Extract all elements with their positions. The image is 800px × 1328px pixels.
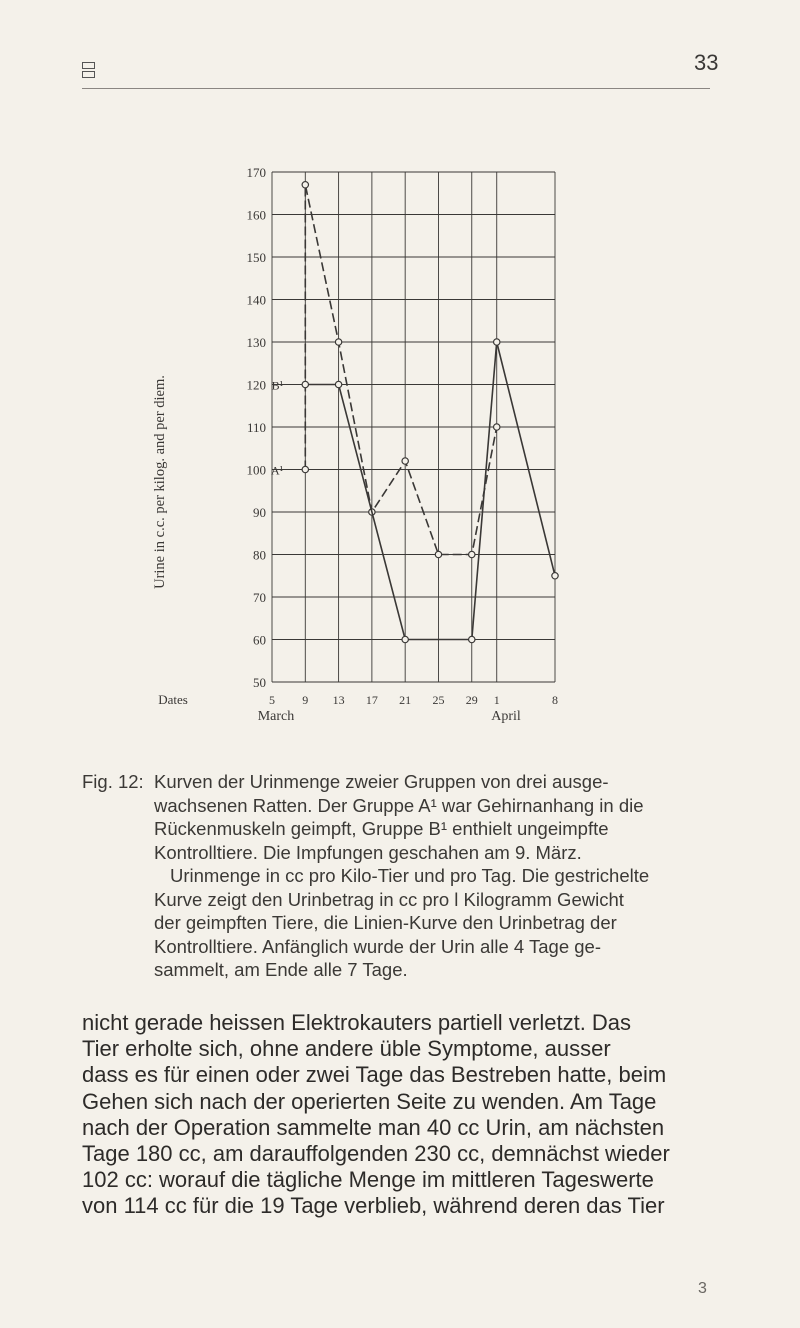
caption-line: Kontrolltiere. Anfänglich wurde der Urin alle 4 Tage ge- <box>154 935 601 957</box>
month-label-april: April <box>491 709 521 724</box>
caption-line: Rückenmuskeln geimpft, Gruppe B¹ enthielt ungeimpfte <box>154 818 609 839</box>
data-point <box>469 636 475 642</box>
figure-caption <box>82 770 722 982</box>
caption-line: wachsenen Ratten. Der Gruppe A¹ war Gehirnanhang in die <box>154 794 644 816</box>
caption-line: Kontrolltiere. Die Impfungen geschahen am 9. März. <box>154 841 582 863</box>
data-point <box>402 636 408 642</box>
y-tick-label: 90 <box>253 505 266 520</box>
body-line: Tage 180 cc, am darauffolgenden 230 cc, demnächst wieder <box>82 1141 670 1167</box>
x-tick-label: 8 <box>552 693 558 707</box>
chart-series <box>271 182 558 643</box>
caption-line: sammelt, am Ende alle 7 Tage. <box>154 959 408 980</box>
data-point <box>302 381 308 387</box>
data-point <box>469 551 475 557</box>
x-tick-label: 9 <box>302 693 309 707</box>
data-point <box>552 573 558 579</box>
body-line: dass es für einen oder zwei Tage das Bestreben hatte, beim <box>82 1062 667 1088</box>
body-line: von 114 cc für die 19 Tage verblieb, während deren das Tier <box>82 1193 665 1219</box>
signature-mark: 3 <box>698 1280 707 1297</box>
data-point <box>402 458 408 464</box>
series-line-b1 <box>305 342 555 640</box>
series-label: B¹ <box>271 378 284 393</box>
month-label-march: March <box>257 709 295 724</box>
data-point <box>335 381 341 387</box>
x-axis-label: Dates <box>158 692 188 707</box>
data-point <box>435 551 441 557</box>
y-tick-label: 60 <box>253 632 266 648</box>
x-tick-label: 17 <box>365 693 378 707</box>
caption-line: Kurve zeigt den Urinbetrag in cc pro l Kilogramm Gewicht <box>154 888 624 910</box>
y-tick-label: 80 <box>253 547 266 563</box>
series-line-a1 <box>305 185 496 555</box>
body-text <box>82 1010 722 1220</box>
y-axis-label: Urine in c.c. per kilog. and per diem. <box>152 375 168 589</box>
data-point <box>335 339 341 345</box>
x-tick-label: 25 <box>432 693 445 707</box>
caption-line: der geimpften Tiere, die Linien-Kurve den Urinbetrag der <box>154 912 617 933</box>
data-point <box>494 339 500 345</box>
body-line: Gehen sich nach der operierten Seite zu wenden. Am Tage <box>82 1088 657 1114</box>
y-tick-labels <box>247 165 267 690</box>
x-tick-label: 5 <box>269 693 275 707</box>
body-line: 102 cc: worauf die tägliche Menge im mittleren Tageswerte <box>82 1167 654 1193</box>
figure-label: Fig. 12: <box>82 771 144 792</box>
chart-grid <box>272 172 555 682</box>
body-line: Tier erholte sich, ohne andere üble Symptome, ausser <box>82 1036 611 1062</box>
y-tick-label: 50 <box>253 675 266 690</box>
data-point <box>302 182 308 188</box>
data-point <box>302 466 308 472</box>
page-number: 33 <box>694 50 719 75</box>
y-tick-label: 150 <box>246 250 266 265</box>
x-tick-labels <box>269 693 558 707</box>
caption-line: Urinmenge in cc pro Kilo-Tier und pro Tag. Die gestrichelte <box>170 865 650 886</box>
y-tick-label: 140 <box>246 292 266 308</box>
y-tick-label: 170 <box>246 165 266 180</box>
y-tick-label: 70 <box>253 590 266 605</box>
x-tick-label: 1 <box>493 693 500 707</box>
header-rule <box>82 88 710 89</box>
corner-mark-icon <box>82 62 95 78</box>
y-tick-label: 120 <box>246 377 266 393</box>
x-tick-label: 21 <box>399 693 412 707</box>
y-tick-label: 160 <box>246 207 266 223</box>
urine-chart <box>150 160 610 735</box>
y-tick-label: 100 <box>246 462 266 478</box>
y-tick-label: 110 <box>246 420 266 435</box>
body-line: nicht gerade heissen Elektrokauters partiell verletzt. Das <box>82 1010 632 1035</box>
caption-line: Kurven der Urinmenge zweier Gruppen von drei ausge- <box>154 771 609 792</box>
x-tick-label: 13 <box>332 693 345 707</box>
series-label: A¹ <box>271 463 284 478</box>
x-tick-label: 29 <box>465 693 478 707</box>
body-line: nach der Operation sammelte man 40 cc Urin, am nächsten <box>82 1114 665 1140</box>
data-point <box>494 424 500 430</box>
y-tick-label: 130 <box>246 335 266 350</box>
